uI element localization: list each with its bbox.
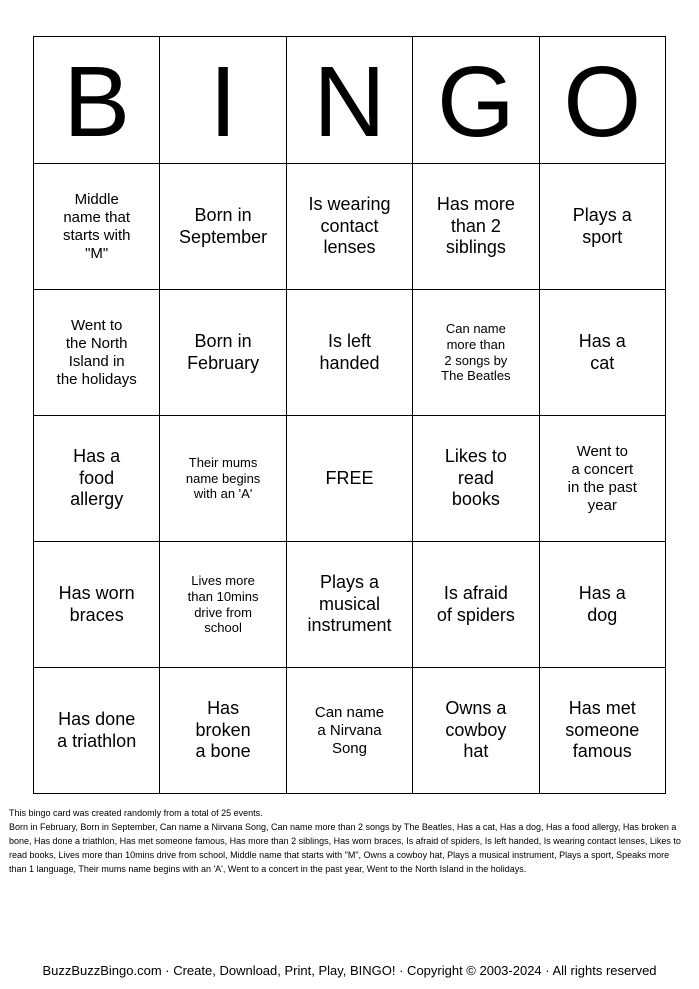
bingo-cell [413,290,539,416]
bingo-cell [286,290,412,416]
bingo-cell-text: Is afraid of spiders [436,582,515,625]
bingo-cell-text: Owns a cowboy hat [445,698,507,762]
bingo-cell-text: Has worn braces [58,582,135,625]
card-footnote [9,806,689,876]
bingo-cell [34,164,160,290]
bingo-cell-text: Has broken a bone [195,698,251,762]
bingo-row [34,164,666,290]
bingo-cell [34,542,160,668]
header-letter-b: B [34,37,160,164]
bingo-cell-text: Their mums name begins with an 'A' [185,455,261,502]
header-letter-n: N [286,37,412,164]
bingo-cell [160,290,286,416]
bingo-cell-text: Can name more than 2 songs by The Beatles [441,321,511,384]
bingo-grid [34,164,666,794]
header-row [34,37,666,164]
bingo-cell [413,542,539,668]
footnote-summary: This bingo card was created randomly from a total of 25 events. [9,808,263,818]
bingo-cell [34,290,160,416]
bingo-cell-text: Has done a triathlon [57,708,137,751]
bingo-cell [286,164,412,290]
bingo-cell [413,668,539,794]
bingo-cell-text: Has met someone famous [565,698,640,762]
bingo-cell-text: Has more than 2 siblings [436,194,515,258]
bingo-cell [413,164,539,290]
bingo-cell-text: Lives more than 10mins drive from school [187,573,259,636]
bingo-cell [539,668,665,794]
bingo-cell-text: Is wearing contact lenses [308,194,391,258]
bingo-row [34,668,666,794]
bingo-cell-text: Is left handed [319,330,380,373]
bingo-cell-text: Went to the North Island in the holidays [56,316,137,388]
bingo-cell [160,542,286,668]
bingo-cell [34,668,160,794]
bingo-cell-text: Has a food allergy [70,446,124,510]
bingo-row [34,290,666,416]
bingo-cell [539,164,665,290]
site-footer: BuzzBuzzBingo.com · Create, Download, Print, Play, BINGO! · Copyright © 2003-2024 · All rights reserved [42,963,657,978]
footnote-event-list: Born in February, Born in September, Can name a Nirvana Song, Can name more than 2 songs by The Beatles, Has a cat, Has a dog, Has a food allergy, Has broken a bone, Has done a triathlon, Has met someone famous, Has more than 2 siblings, Has worn braces, Is afraid of spiders, Is left handed, Is wearing contact lenses, Likes to read books, Lives more than 10mins drive from school, Middle name that starts with "M", Owns a cowboy hat, Plays a musical instrument, Plays a sport, Speaks more than 1 language, Their mums name begins with an 'A', Went to a concert in the past year, Went to the North Island in the holidays. [9,822,681,874]
bingo-cell-text: Born in September [179,204,268,247]
bingo-cell [539,542,665,668]
bingo-row [34,542,666,668]
bingo-cell-text: Has a cat [578,330,626,373]
header-letter-i: I [160,37,286,164]
bingo-cell [34,416,160,542]
bingo-cell [539,290,665,416]
bingo-cell [160,668,286,794]
bingo-cell-text: Plays a sport [572,204,632,247]
bingo-cell-text: Has a dog [578,582,626,625]
bingo-cell [160,416,286,542]
bingo-cell [286,668,412,794]
bingo-cell-text: Born in February [187,330,260,373]
bingo-cell-text: Went to a concert in the past year [567,442,637,514]
bingo-cell-text: Likes to read books [444,446,507,510]
bingo-cell [539,416,665,542]
bingo-cell [286,542,412,668]
bingo-card [33,36,666,794]
bingo-cell [160,164,286,290]
header-letter-o: O [539,37,665,164]
bingo-row [34,416,666,542]
header-letter-g: G [413,37,539,164]
bingo-cell-text: Plays a musical instrument [307,572,392,636]
free-space-cell [286,416,412,542]
bingo-cell-text: Middle name that starts with "M" [62,190,131,262]
bingo-cell [413,416,539,542]
bingo-cell-text: FREE [325,467,374,488]
bingo-cell-text: Can name a Nirvana Song [314,703,385,757]
